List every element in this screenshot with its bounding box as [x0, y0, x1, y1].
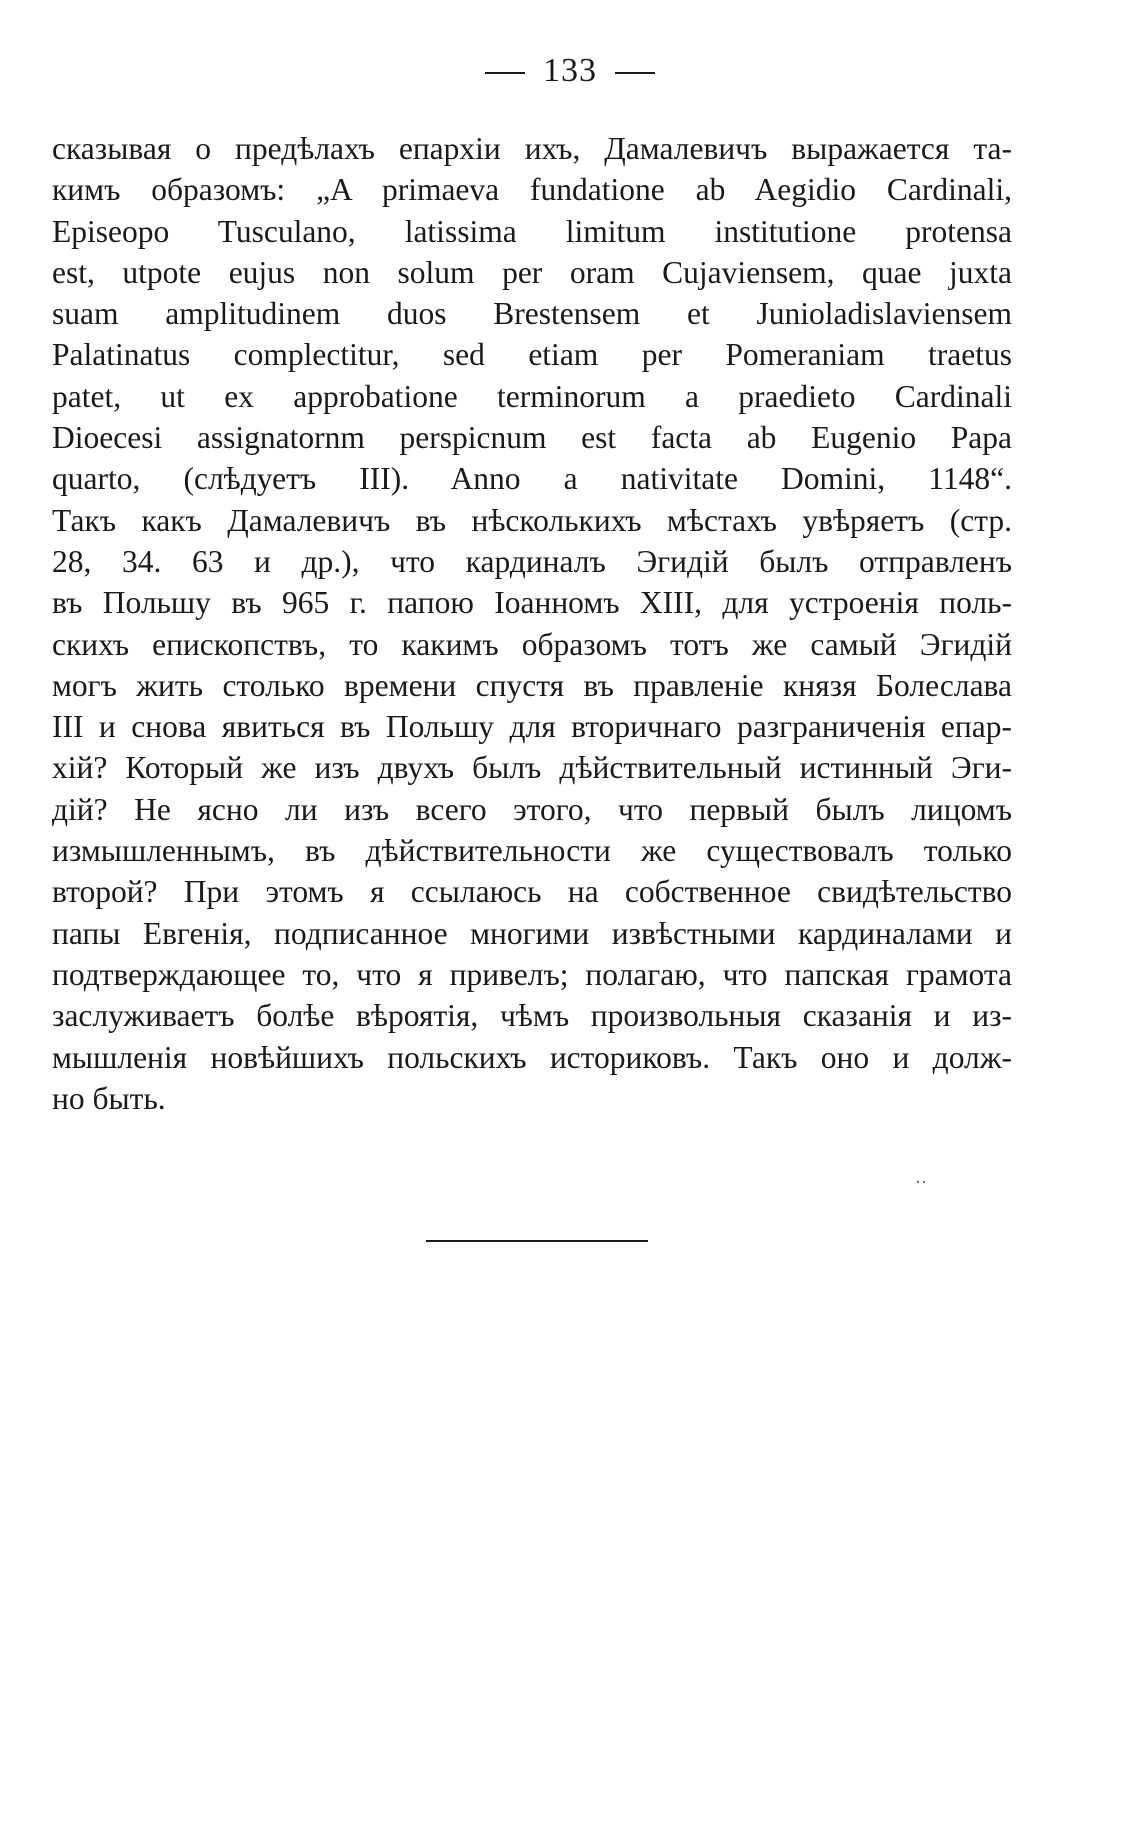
text-line: III и снова явиться въ Польшу для вторичнаго разграниченія епар-	[52, 709, 1012, 745]
text-line: сказывая о предѣлахъ епархіи ихъ, Дамалевичъ выражается та-	[52, 131, 1012, 166]
text-line: могъ жить столько времени спустя въ правленіе князя Болеслава	[52, 667, 1012, 703]
body-text	[52, 128, 1012, 1119]
text-line: 28, 34. 63 и др.), что кардиналъ Эгидій былъ отправленъ	[52, 543, 1012, 579]
text-line: Episeopo Tusculano, latissima limitum institutione protensa	[52, 213, 1012, 249]
text-line: Такъ какъ Дамалевичъ въ нѣсколькихъ мѣстахъ увѣряетъ (стр.	[52, 502, 1012, 538]
text-line: скихъ епископствъ, то какимъ образомъ тотъ же самый Эгидій	[52, 626, 1012, 662]
text-line: patet, ut ex approbatione terminorum a praedieto Cardinali	[52, 378, 1012, 414]
text-line: второй? При этомъ я ссылаюсь на собственное свидѣтельство	[52, 874, 1012, 910]
stray-mark: ··	[915, 1172, 927, 1192]
text-line: мышленія новѣйшихъ польскихъ историковъ. Такъ оно и долж-	[52, 1039, 1012, 1075]
header-dash-right	[615, 72, 655, 74]
text-line-last: но быть.	[52, 1080, 166, 1116]
text-line: въ Польшу въ 965 г. папою Іоанномъ XIII, для устроенія поль-	[52, 585, 1012, 621]
text-line: Dioecesi assignatornm perspicnum est facta ab Eugenio Papa	[52, 420, 1012, 456]
page-number: 133	[543, 52, 597, 89]
text-line: Palatinatus complectitur, sed etiam per Pomeraniam traetus	[52, 337, 1012, 373]
end-rule	[426, 1240, 648, 1242]
text-line: quarto, (слѣдуетъ III). Anno a nativitate Domini, 1148“.	[52, 461, 1012, 497]
text-line: кимъ образомъ: „A primaeva fundatione ab Aegidio Cardinali,	[52, 172, 1012, 208]
page-header	[0, 52, 1140, 90]
text-line: подтверждающее то, что я привелъ; полагаю, что папская грамота	[52, 956, 1012, 992]
text-line: заслуживаетъ болѣе вѣроятія, чѣмъ произвольныя сказанія и из-	[52, 998, 1012, 1034]
text-line: дій? Не ясно ли изъ всего этого, что первый былъ лицомъ	[52, 791, 1012, 827]
text-line: est, utpote eujus non solum per oram Cujaviensem, quae juxta	[52, 254, 1012, 290]
text-line: измышленнымъ, въ дѣйствительности же существовалъ только	[52, 833, 1012, 869]
header-dash-left	[485, 72, 525, 74]
text-line: папы Евгенія, подписанное многими извѣстными кардиналами и	[52, 915, 1012, 951]
text-line: хій? Который же изъ двухъ былъ дѣйствительный истинный Эги-	[52, 750, 1012, 786]
text-line: suam amplitudinem duos Brestensem et Junioladislaviensem	[52, 296, 1012, 332]
